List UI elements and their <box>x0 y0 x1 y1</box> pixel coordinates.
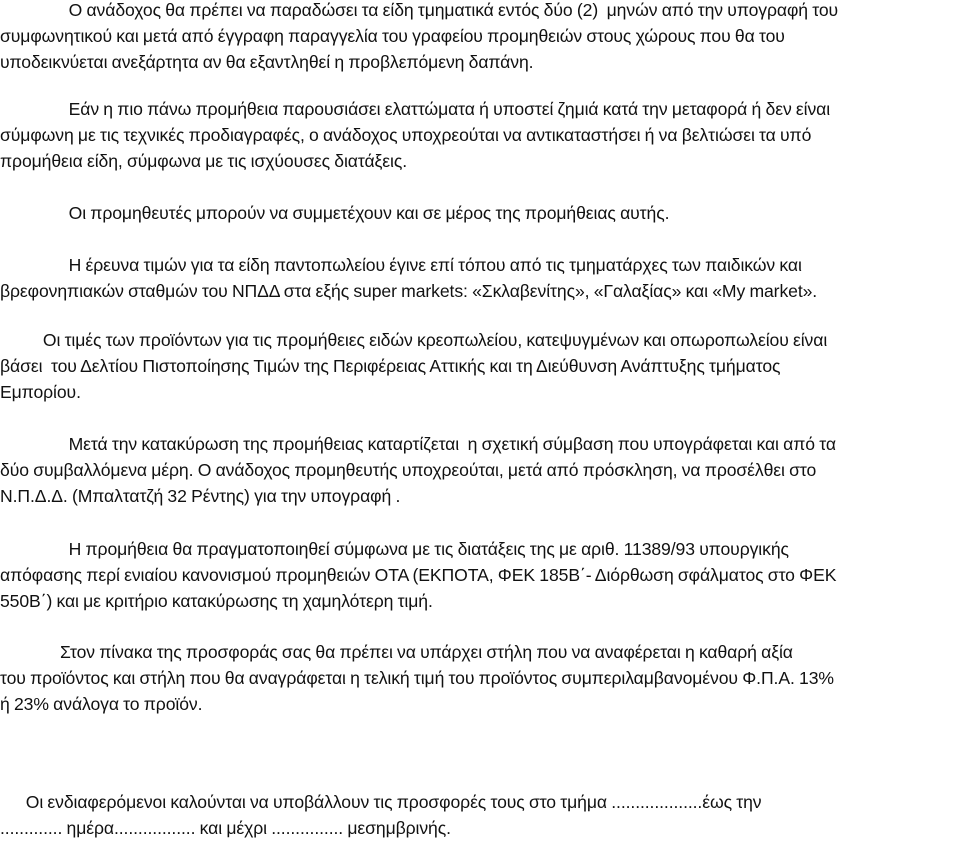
paragraph-contract <box>0 431 960 509</box>
text-line: Εμπορίου. <box>0 382 81 402</box>
paragraph-price-basis <box>0 327 960 405</box>
text-line: 550Β΄) και με κριτήριο κατακύρωσης τη χαμηλότερη τιμή. <box>0 591 433 611</box>
text-line: δύο συμβαλλόμενα μέρη. Ο ανάδοχος προμηθευτής υποχρεούται, μετά από πρόσκληση, να προσέλθει στο <box>0 460 817 480</box>
text-line: ............. ημέρα................. και μέχρι ............... μεσημβρινής. <box>0 818 451 838</box>
paragraph-price-survey <box>0 252 960 304</box>
paragraph-partial-participation <box>0 200 960 226</box>
text-line: Οι ενδιαφερόμενοι καλούνται να υποβάλλουν τις προσφορές τους στο τμήμα ...................έως την <box>0 792 762 812</box>
paragraph-defects <box>0 96 960 174</box>
text-line: Η προμήθεια θα πραγματοποιηθεί σύμφωνα με τις διατάξεις της με αριθ. 11389/93 υπουργικής <box>0 539 789 559</box>
text-line: Ν.Π.Δ.Δ. (Μπαλτατζή 32 Ρέντης) για την υπογραφή . <box>0 486 401 506</box>
text-line: προμήθεια είδη, σύμφωνα με τις ισχύουσες διατάξεις. <box>0 151 408 171</box>
text-line: Οι τιμές των προϊόντων για τις προμήθειες ειδών κρεοπωλείου, κατεψυγμένων και οπωροπωλείου είναι <box>0 330 828 350</box>
text-line: ή 23% ανάλογα το προϊόν. <box>0 694 203 714</box>
text-line: απόφασης περί ενιαίου κανονισμού προμηθειών ΟΤΑ (ΕΚΠΟΤΑ, ΦΕΚ 185Β΄- Διόρθωση σφάλματος στο ΦΕΚ <box>0 565 837 585</box>
paragraph-delivery-terms <box>0 0 960 75</box>
text-line: συμφωνητικού και μετά από έγγραφη παραγγελία του γραφείου προμηθειών στους χώρους που θα του <box>0 26 785 46</box>
text-line: βάσει του Δελτίου Πιστοποίησης Τιμών της Περιφέρειας Αττικής και τη Διεύθυνση Ανάπτυξης τμήματος <box>0 356 781 376</box>
text-line: Ο ανάδοχος θα πρέπει να παραδώσει τα είδη τμηματικά εντός δύο (2) μηνών από την υπογραφή του <box>0 0 839 20</box>
text-line: του προϊόντος και στήλη που θα αναγράφεται η τελική τιμή του προϊόντος συμπεριλαμβανομένου Φ.Π.Α. 13% <box>0 668 834 688</box>
text-line: σύμφωνη με τις τεχνικές προδιαγραφές, ο ανάδοχος υποχρεούται να αντικαταστήσει ή να βελτιώσει τα υπό <box>0 125 812 145</box>
paragraph-offer-table <box>0 639 960 717</box>
text-line: Μετά την κατακύρωση της προμήθειας καταρτίζεται η σχετική σύμβαση που υπογράφεται και από τα <box>0 434 836 454</box>
text-line: βρεφονηπιακών σταθμών του ΝΠΔΔ στα εξής super markets: «Σκλαβενίτης», «Γαλαξίας» και «My market». <box>0 281 818 301</box>
text-line: Η έρευνα τιμών για τα είδη παντοπωλείου έγινε επί τόπου από τις τμηματάρχες των παιδικών και <box>0 255 802 275</box>
text-line: Στον πίνακα της προσφοράς σας θα πρέπει να υπάρχει στήλη που να αναφέρεται η καθαρή αξία <box>0 642 793 662</box>
paragraph-submission-deadline <box>0 789 960 841</box>
paragraph-legal-basis <box>0 536 960 614</box>
text-line: Εάν η πιο πάνω προμήθεια παρουσιάσει ελαττώματα ή υποστεί ζημιά κατά την μεταφορά ή δεν είναι <box>0 99 831 119</box>
text-line: Οι προμηθευτές μπορούν να συμμετέχουν και σε μέρος της προμήθειας αυτής. <box>0 203 670 223</box>
text-line: υποδεικνύεται ανεξάρτητα αν θα εξαντληθεί η προβλεπόμενη δαπάνη. <box>0 52 534 72</box>
